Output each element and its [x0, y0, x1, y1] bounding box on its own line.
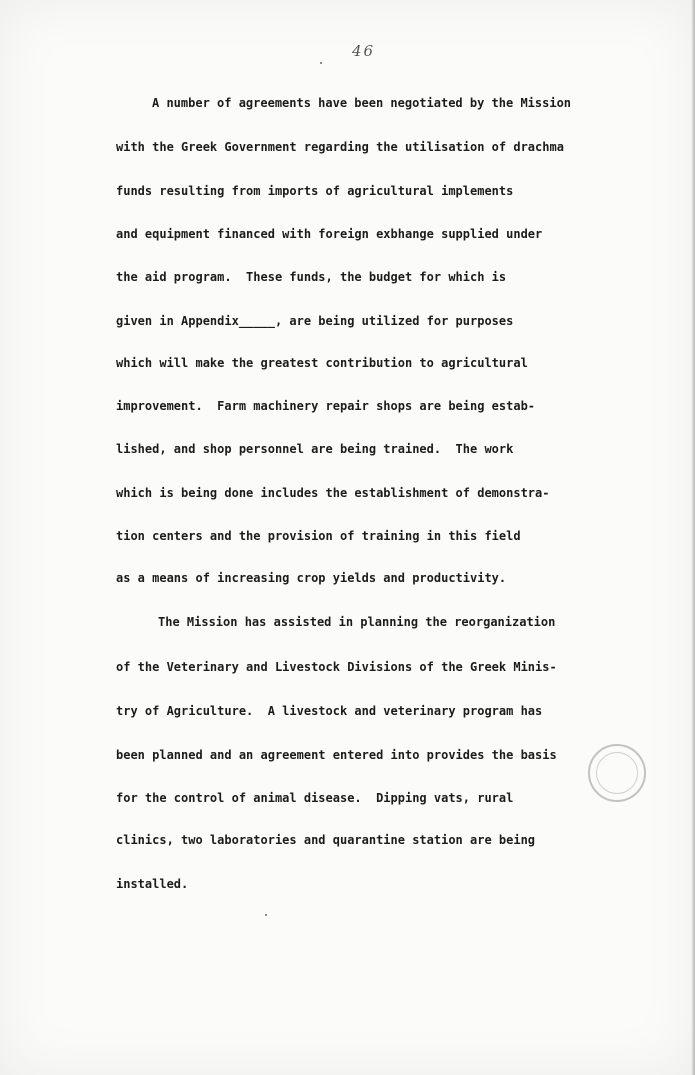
paragraph-1-line-12: as a means of increasing crop yields and productivity.	[116, 571, 507, 585]
page-edge-shadow	[691, 0, 695, 1075]
paragraph-1-line-4: and equipment financed with foreign exbhange supplied under	[116, 227, 543, 241]
paragraph-1-line-8: improvement. Farm machinery repair shops are being estab-	[116, 399, 536, 413]
paragraph-1-line-2: with the Greek Government regarding the utilisation of drachma	[116, 140, 564, 154]
paragraph-2-line-4: been planned and an agreement entered into provides the basis	[116, 748, 557, 762]
paragraph-2-line-1: The Mission has assisted in planning the reorganization	[158, 615, 556, 629]
paragraph-1-line-5: the aid program. These funds, the budget for which is	[116, 270, 507, 284]
paragraph-1-line-1: A number of agreements have been negotiated by the Mission	[152, 96, 572, 110]
paragraph-1-line-10: which is being done includes the establishment of demonstra-	[116, 486, 550, 500]
paragraph-1-line-9: lished, and shop personnel are being trained. The work	[116, 442, 514, 456]
paragraph-1-line-3: funds resulting from imports of agricultural implements	[116, 184, 514, 198]
paragraph-2-line-3: try of Agriculture. A livestock and veterinary program has	[116, 704, 543, 718]
archival-stamp-seal-inner	[596, 752, 638, 794]
paragraph-2-line-7: installed.	[116, 877, 189, 891]
paragraph-1-line-11: tion centers and the provision of training in this field	[116, 529, 521, 543]
paragraph-2-line-5: for the control of animal disease. Dipping vats, rural	[116, 791, 514, 805]
paragraph-1-line-7: which will make the greatest contribution to agricultural	[116, 356, 528, 370]
paragraph-2-line-2: of the Veterinary and Livestock Divisions of the Greek Minis-	[116, 660, 557, 674]
archival-stamp-seal	[588, 744, 646, 802]
paper-speck	[265, 914, 267, 916]
page-number: 46	[352, 42, 376, 60]
paragraph-2-line-6: clinics, two laboratories and quarantine station are being	[116, 833, 536, 847]
paper-speck	[320, 62, 322, 64]
paragraph-1-line-6: given in Appendix_____, are being utilized for purposes	[116, 314, 514, 328]
